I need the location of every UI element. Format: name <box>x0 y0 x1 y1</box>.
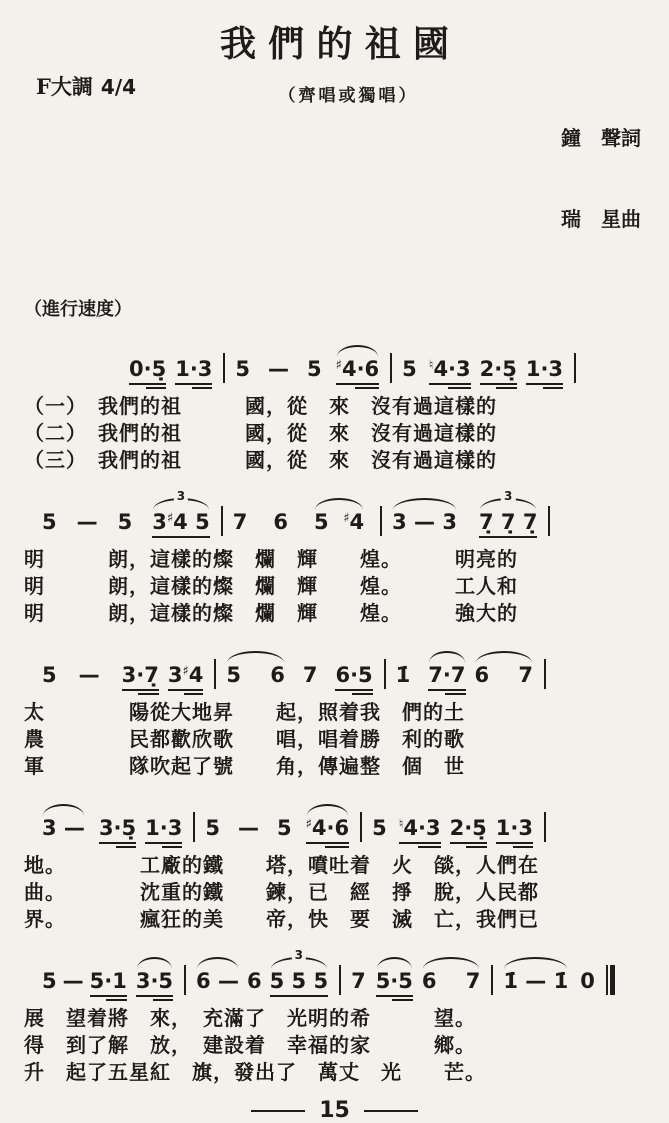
note-group <box>129 359 166 385</box>
note-group <box>79 665 100 686</box>
note-group <box>273 512 288 533</box>
note-text: 1̇ — 1̇ <box>503 969 569 993</box>
note-text: — <box>268 357 290 381</box>
note-group <box>145 818 182 844</box>
lyric-line: 地。 工廠的鐵 塔，噴吐着 火 燄，人們在 <box>24 853 539 877</box>
barline <box>491 965 493 995</box>
note-text: ♮4·3 <box>398 816 441 840</box>
notation-line <box>24 633 645 699</box>
note-text: — <box>62 969 84 993</box>
lyric-line: 得 到了解 放， 建設着 幸福的家 鄉。 <box>24 1033 476 1057</box>
note-group <box>475 665 533 686</box>
note-text: 7 <box>351 969 366 993</box>
note-group <box>42 665 57 686</box>
barline <box>193 812 195 842</box>
accidental: ♯ <box>343 511 350 526</box>
note-text: — <box>78 663 100 687</box>
note-group <box>42 818 85 839</box>
barline <box>339 965 341 995</box>
lyric-line: 明 朗，這樣的燦 爛 輝 煌。 工人和 <box>24 574 518 598</box>
note-text: 3·7̣ <box>121 663 159 687</box>
lyric-line: 展 望着將 來， 充滿了 光明的希 望。 <box>24 1006 476 1030</box>
page-number: 15 <box>319 1098 350 1123</box>
note-text: 7 <box>232 510 248 534</box>
note-text: 1·3 <box>175 357 213 381</box>
accidental: ♯ <box>335 358 342 373</box>
note-group <box>99 818 136 844</box>
note-group <box>396 665 411 686</box>
note-text: 3·5 <box>135 969 174 993</box>
lyric-line: 界。 瘋狂的美 帝，快 要 滅 亡，我們已 <box>24 907 539 931</box>
lyric-line: 明 朗，這樣的燦 爛 輝 煌。 強大的 <box>24 601 518 625</box>
accidental: ♯ <box>182 664 189 679</box>
notation-line <box>24 939 645 1005</box>
note-group <box>351 971 366 992</box>
note-group <box>428 665 465 691</box>
note-group <box>122 665 159 691</box>
note-text: ♮4·3 <box>428 357 471 381</box>
barline <box>574 353 576 383</box>
note-group <box>205 818 220 839</box>
note-text: 3 — <box>42 816 85 840</box>
note-text: — <box>237 816 259 840</box>
accidental: ♯ <box>305 817 312 832</box>
note-text: 7 <box>302 663 318 687</box>
note-group <box>580 971 595 992</box>
barline <box>548 506 550 536</box>
note-text: 0·5̣ <box>129 357 167 381</box>
note-group <box>233 512 248 533</box>
notation-line <box>24 327 645 393</box>
note-text: ♯4·6 <box>305 816 350 840</box>
note-text: 6 <box>273 510 288 534</box>
barline <box>384 659 386 689</box>
note-group <box>42 512 57 533</box>
note-text: 5 <box>42 663 57 687</box>
note-text: 5 <box>276 816 292 840</box>
notation-line <box>24 786 645 852</box>
note-text: 1·3 <box>495 816 533 840</box>
note-text: 6 7 <box>474 663 533 687</box>
lyric-line: 曲。 沈重的鐵 鍊，已 經 掙 脫，人民都 <box>24 880 539 904</box>
note-text: 7·7 <box>428 663 466 687</box>
barline <box>380 506 382 536</box>
note-text: 6·5 <box>335 663 373 687</box>
note-group <box>168 665 204 691</box>
note-group <box>335 665 372 691</box>
note-group <box>503 971 568 992</box>
barline <box>390 353 392 383</box>
note-group <box>118 512 133 533</box>
note-text: 5 <box>372 816 387 840</box>
tuplet-number: 3 <box>501 490 515 502</box>
note-text: 3·5̣ <box>98 816 137 840</box>
page-footer <box>24 1098 645 1123</box>
note-group <box>152 489 210 538</box>
accidental: ♯ <box>166 511 174 526</box>
note-group <box>235 359 250 380</box>
note-text: 7̣ 7̣ 7̣ <box>478 510 538 534</box>
time-signature: 4/4 <box>100 75 137 99</box>
note-text: 0 <box>580 969 595 993</box>
note-group <box>136 971 173 997</box>
note-group <box>336 359 380 385</box>
note-text: 3♯4 <box>167 663 204 687</box>
final-barline <box>606 965 615 995</box>
note-text: 1̇ <box>395 663 411 687</box>
barline <box>221 506 223 536</box>
performance-note: （齊唱或獨唱） <box>278 86 419 106</box>
music-system <box>24 633 645 780</box>
composer-credit: 瑞 星曲 <box>561 207 641 231</box>
note-group <box>496 818 533 844</box>
lyric-line: （二） 我們的祖 國，從 來 沒有過這樣的 <box>24 421 497 445</box>
note-group <box>526 359 563 385</box>
music-system <box>24 480 645 627</box>
lyric-line: 農 民都歡欣歌 唱，唱着勝 利的歌 <box>24 727 465 751</box>
accidental: ♮ <box>398 817 404 832</box>
credits <box>561 71 641 287</box>
note-text: ♯4·6 <box>335 357 380 381</box>
lyric-line: （一） 我們的祖 國，從 來 沒有過這樣的 <box>24 394 497 418</box>
note-text: 2·5̣ <box>479 357 517 381</box>
tempo-marking: （進行速度） <box>24 299 132 320</box>
meta-row <box>24 71 645 287</box>
note-group <box>376 971 413 997</box>
tuplet-number: 3 <box>292 949 306 961</box>
key-signature: F大調 <box>36 74 93 99</box>
note-group <box>450 818 487 844</box>
barline <box>184 965 186 995</box>
notation-line <box>24 480 645 546</box>
page-number-dash-right <box>364 1110 418 1112</box>
lyric-line: 太 陽從大地昇 起，照着我 們的土 <box>24 700 465 724</box>
note-group <box>303 665 318 686</box>
note-group <box>63 971 84 992</box>
music-system <box>24 786 645 933</box>
note-text: — <box>76 510 98 534</box>
note-group <box>226 665 284 686</box>
note-text: 6 <box>246 969 262 993</box>
note-text: 1·3 <box>525 357 564 381</box>
note-text: 5 <box>307 357 322 381</box>
note-text: 5 6 <box>226 663 285 687</box>
note-group <box>175 359 212 385</box>
note-group <box>478 489 538 538</box>
note-text: 5·5 <box>375 969 413 993</box>
note-group <box>307 359 322 380</box>
note-text: 5·1 <box>89 969 127 993</box>
note-text: 1·3 <box>145 816 183 840</box>
note-text: 3 — 3 <box>392 510 457 534</box>
note-group <box>422 971 480 992</box>
note-text: 5 ♯4 <box>313 510 365 534</box>
note-group <box>480 359 517 385</box>
barline <box>544 812 546 842</box>
note-text: 5 <box>235 357 251 381</box>
music-system <box>24 939 645 1086</box>
note-text: 5 <box>402 357 417 381</box>
lyric-line: 升 起了五星紅 旗，發出了 萬丈 光 芒。 <box>24 1060 486 1084</box>
barline <box>214 659 216 689</box>
note-group <box>269 948 329 997</box>
note-group <box>399 818 441 844</box>
note-group <box>277 818 292 839</box>
barline <box>360 812 362 842</box>
note-group <box>372 818 387 839</box>
song-title: 我們的祖國 <box>220 23 462 65</box>
lyric-line: 軍 隊吹起了號 角，傳遍整 個 世 <box>24 754 465 778</box>
note-text: 6 7 <box>421 969 481 993</box>
lyricist-credit: 鐘 聲詞 <box>561 126 641 150</box>
note-group <box>314 512 364 533</box>
note-text: 6 — <box>196 969 239 993</box>
barline <box>223 353 225 383</box>
page-number-dash-left <box>251 1110 305 1112</box>
tuplet-number: 3 <box>174 490 188 502</box>
note-group <box>90 971 127 997</box>
note-group <box>77 512 98 533</box>
music-system <box>24 327 645 474</box>
note-group <box>306 818 350 844</box>
barline <box>544 659 546 689</box>
note-text: 5 5 5 <box>269 969 329 993</box>
score-body <box>24 327 645 1086</box>
note-text: 5 <box>42 969 57 993</box>
key-time-signature <box>36 71 136 131</box>
note-group <box>402 359 417 380</box>
note-group <box>42 971 57 992</box>
note-text: 3♯4 5 <box>152 510 210 534</box>
accidental: ♮ <box>428 358 434 373</box>
lyric-line: 明 朗，這樣的燦 爛 輝 煌。 明亮的 <box>24 547 518 571</box>
note-group <box>429 359 471 385</box>
note-group <box>392 512 457 533</box>
note-group <box>196 971 239 992</box>
lyric-line: （三） 我們的祖 國，從 來 沒有過這樣的 <box>24 448 497 472</box>
note-group <box>247 971 262 992</box>
note-text: 5 <box>117 510 133 534</box>
note-text: 5 <box>42 510 57 534</box>
note-text: 5 <box>205 816 220 840</box>
note-group <box>238 818 259 839</box>
note-group <box>268 359 289 380</box>
note-text: 2·5̣ <box>449 816 487 840</box>
